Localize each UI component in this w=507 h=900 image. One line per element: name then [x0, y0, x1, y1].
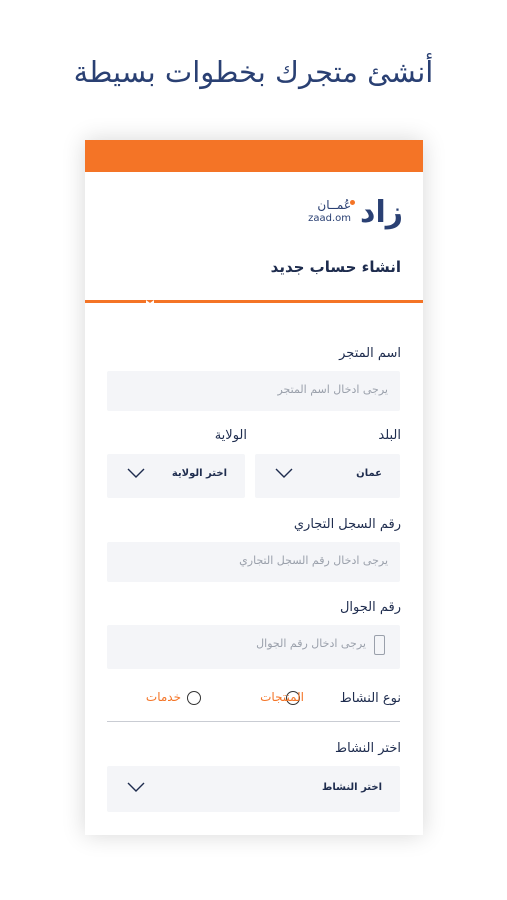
state-value: اختر الولاية [171, 468, 227, 479]
activity-label: اختر النشاط [335, 741, 401, 756]
form-title: انشاء حساب جديد [270, 258, 401, 276]
mobile-input[interactable] [107, 625, 400, 669]
radio-services[interactable] [187, 691, 201, 705]
state-select[interactable] [107, 454, 245, 498]
activity-type-underline [107, 721, 400, 722]
radio-services-label[interactable]: خدمات [145, 690, 181, 704]
logo-mark: زاد [360, 195, 403, 230]
cr-number-placeholder: يرجى ادخال رقم السجل التجاري [239, 554, 388, 567]
radio-products-label[interactable]: المنتجات [260, 690, 304, 704]
store-name-input[interactable] [107, 371, 400, 411]
header-divider [85, 300, 423, 303]
chevron-down-icon [275, 467, 293, 479]
country-select[interactable] [255, 454, 400, 498]
activity-value: اختر النشاط [322, 782, 382, 793]
activity-type-label: نوع النشاط [339, 691, 401, 706]
country-value: عمان [356, 468, 382, 479]
activity-select[interactable] [107, 766, 400, 812]
store-name-label: اسم المتجر [339, 346, 401, 361]
page-headline: أنشئ متجرك بخطوات بسيطة [73, 55, 434, 89]
country-label: البلد [378, 428, 401, 443]
chevron-down-icon [127, 781, 145, 793]
zaad-logo [283, 196, 403, 232]
phone-icon [374, 635, 385, 655]
logo-name: عُمــان [317, 198, 351, 212]
mobile-placeholder: يرجى ادخال رقم الجوال [256, 637, 366, 650]
cr-number-label: رقم السجل التجاري [293, 517, 401, 532]
logo-domain: zaad.om [308, 213, 351, 224]
cr-number-input[interactable] [107, 542, 400, 582]
top-accent-bar [85, 140, 423, 172]
mobile-label: رقم الجوال [339, 600, 401, 615]
signup-card [85, 140, 423, 835]
state-label: الولاية [214, 428, 247, 443]
chevron-down-icon [127, 467, 145, 479]
store-name-placeholder: يرجى ادخال اسم المتجر [277, 383, 388, 396]
